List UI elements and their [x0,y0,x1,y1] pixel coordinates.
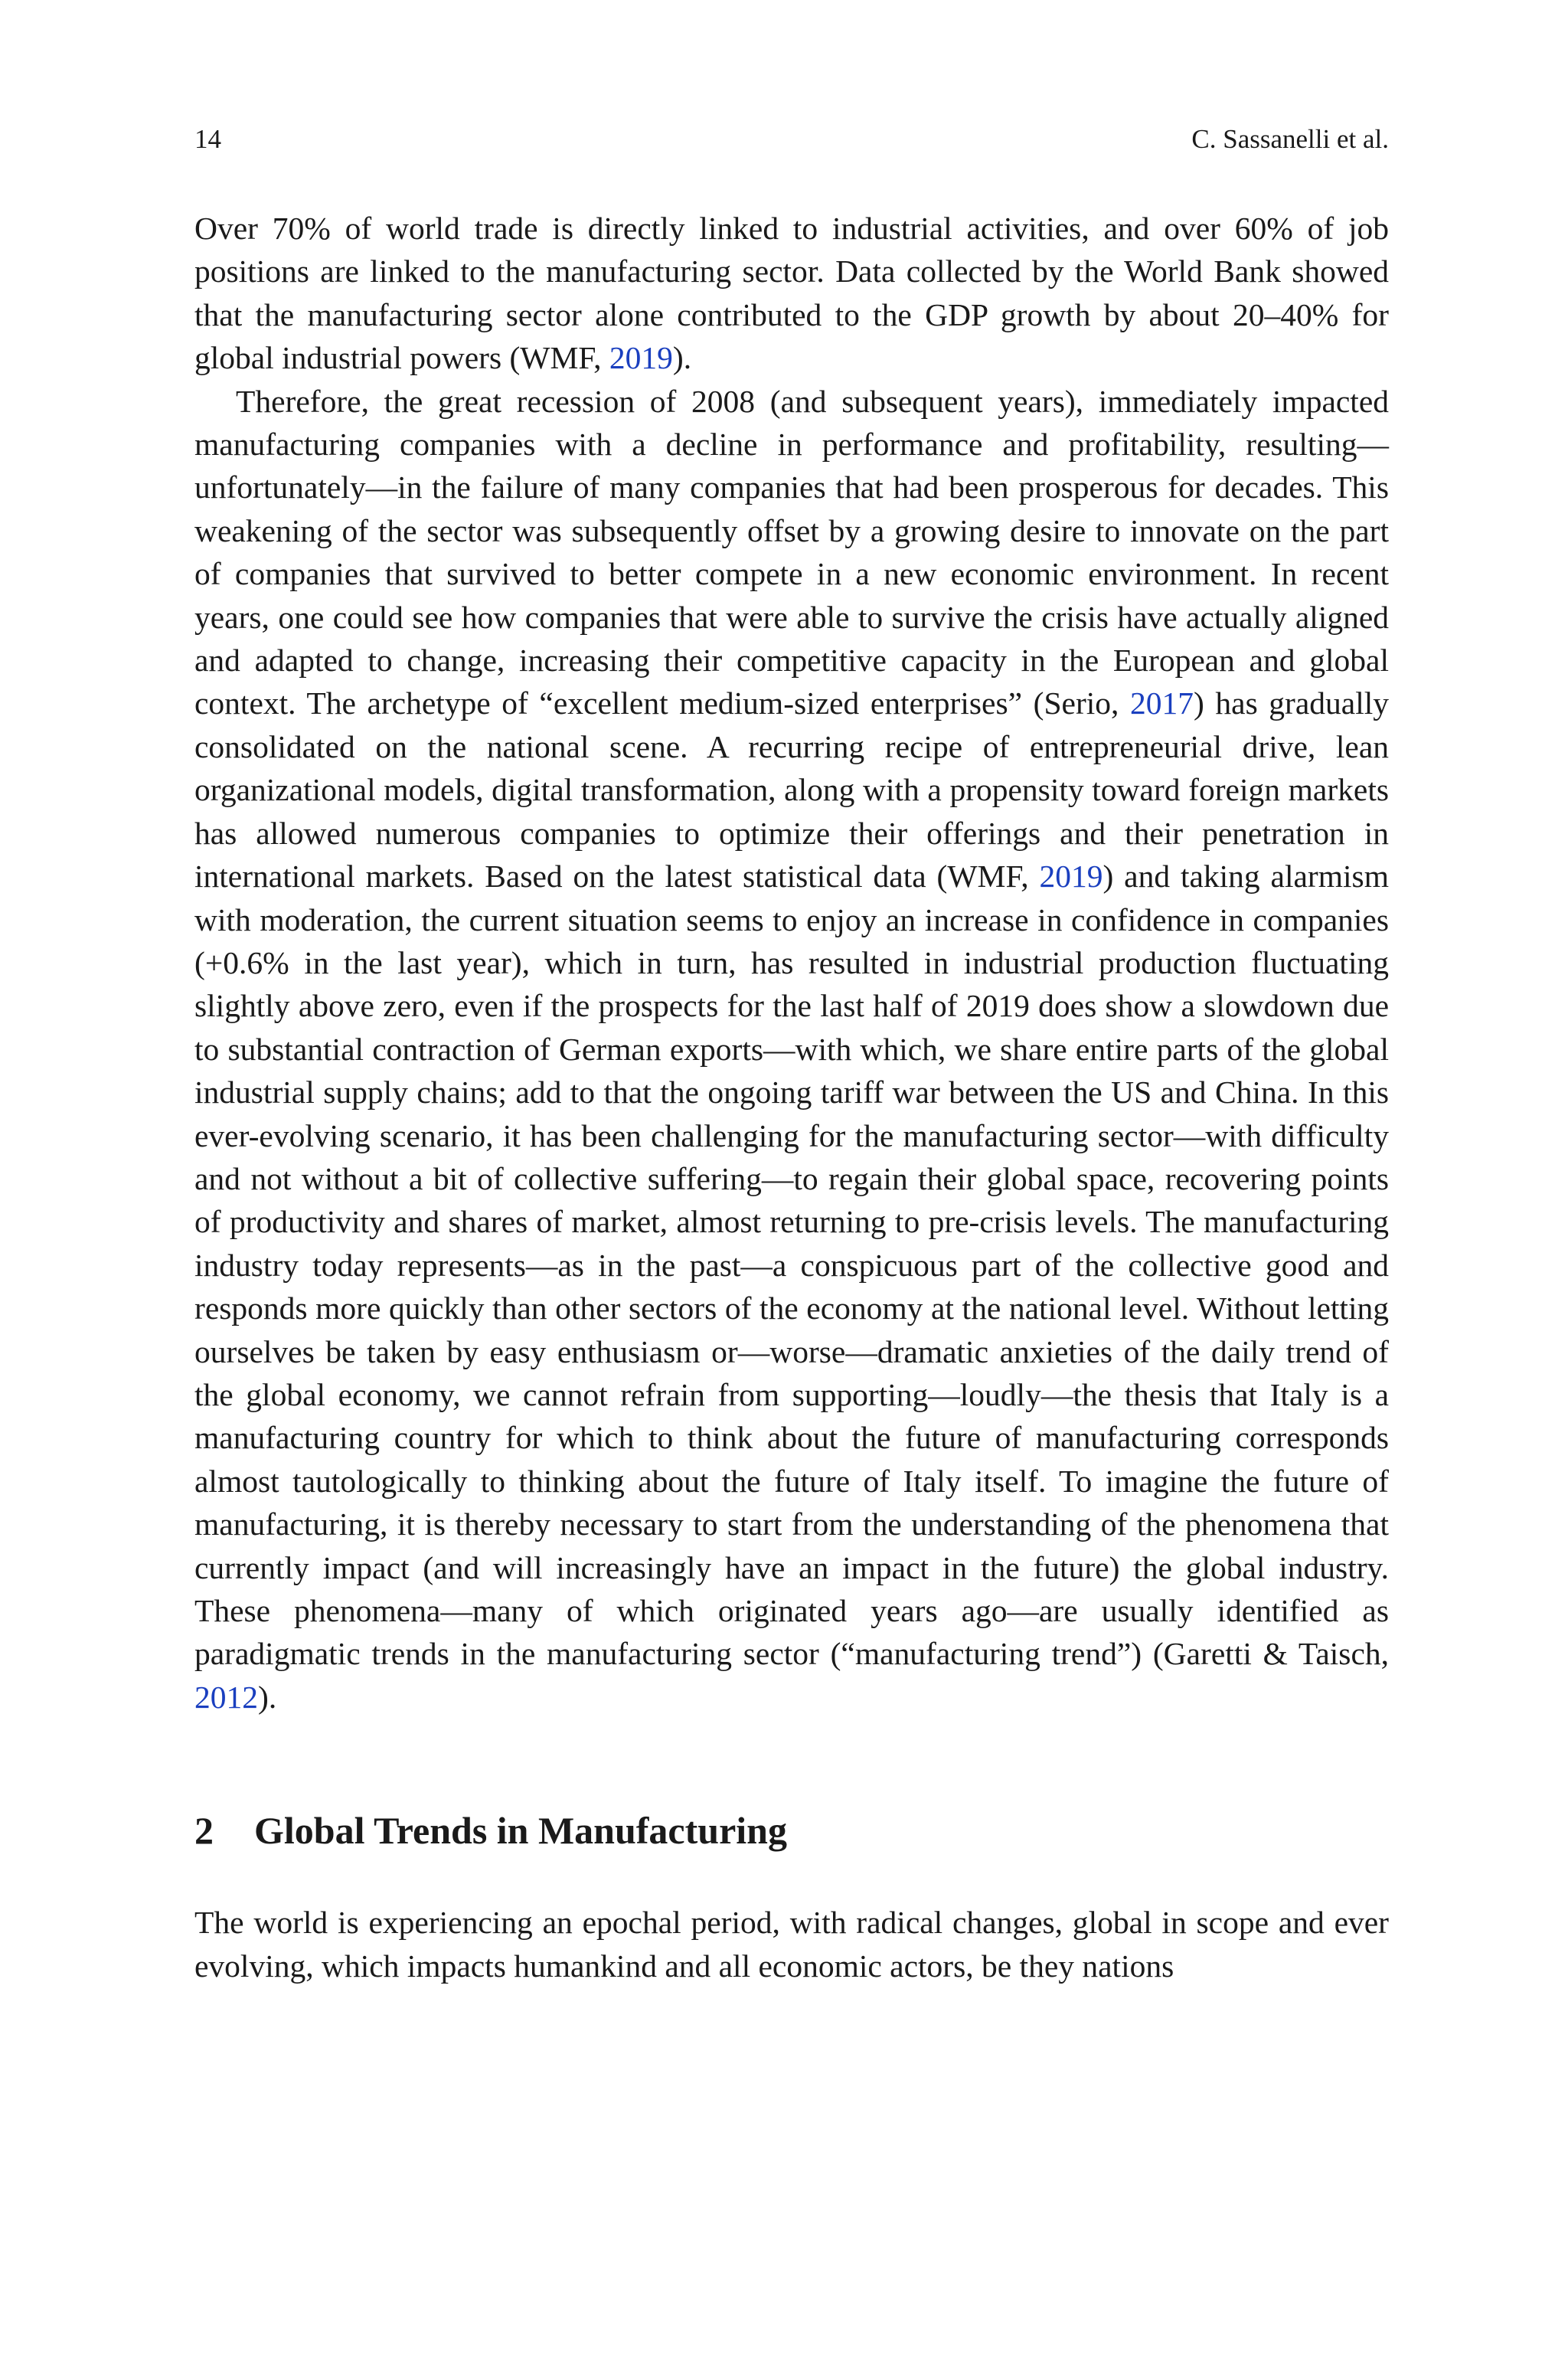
page [194,123,1389,1987]
paragraph-text: ) and taking alarmism with moderation, the current situation seems to enjoy an increase in confidence in companies (+0.6% in the last year), which in turn, has resulted in industrial production fluctuating slightly above zero, even if the prospects for the last half of 2019 does show a slowdown due to substantial contraction of German exports—with which, we share entire parts of the global industrial supply chains; add to that the ongoing tariff war between the US and China. In this ever-evolving scenario, it has been challenging for the manufacturing sector—with difficulty and not without a bit of collective suffering—to regain their global space, recovering points of productivity and shares of market, almost returning to pre-crisis levels. The manufacturing industry today represents—as in the past—a conspicuous part of the collective good and responds more quickly than other sectors of the economy at the national level. Without letting ourselves be taken by easy enthusiasm or—worse—dramatic anxieties of the daily trend of the global economy, we cannot refrain from supporting—loudly—the thesis that Italy is a manufacturing country for which to think about the future of manufacturing corresponds almost tautologically to thinking about the future of Italy itself. To imagine the future of manufacturing, it is thereby necessary to start from the understanding of the phenomena that currently impact (and will increasingly have an impact in the future) the global industry. These phenomena—many of which originated years ago—are usually identified as paradigmatic trends in the manufacturing sector (“manufacturing trend”) (Garetti & Taisch, [194,859,1389,1672]
paragraph-text: ). [258,1679,277,1715]
section-number: 2 [194,1809,214,1853]
citation-link-serio-2017[interactable]: 2017 [1130,685,1194,721]
section-title: Global Trends in Manufacturing [254,1809,787,1853]
paragraph-text: Over 70% of world trade is directly linked to industrial activities, and over 60% of job positions are linked to the manufacturing sector. Data collected by the World Bank showed that the manufacturing sector alone contributed to the GDP growth by about 20–40% for global industrial powers (WMF, [194,211,1389,376]
page-number: 14 [194,124,221,154]
running-head [194,123,1389,156]
section-heading [194,1806,1389,1855]
section-paragraph: The world is experiencing an epochal period, with radical changes, global in scope and ever evolving, which impacts humankind and all economic actors, be they nations [194,1905,1389,1984]
paragraph-text: ) has gradually consolidated on the national scene. A recurring recipe of entrepreneurial drive, lean organizational models, digital transformation, along with a propensity toward foreign markets has allowed numerous companies to optimize their offerings and their penetration in international markets. Based on the latest statistical data (WMF, [194,685,1390,895]
paragraph-text: Therefore, the great recession of 2008 (and subsequent years), immediately impacted manufacturing companies with a decline in performance and profitability, resulting—unfortunately—in the failure of many companies that had been prosperous for decades. This weakening of the sector was subsequently offset by a growing desire to innovate on the part of companies that survived to better compete in a new economic environment. In recent years, one could see how companies that were able to survive the crisis have actually aligned and adapted to change, increasing their competitive capacity in the European and global context. The archetype of “excellent medium-sized enterprises” (Serio, [194,383,1389,721]
paragraph-1 [194,207,1389,380]
citation-link-wmf-2019[interactable]: 2019 [1039,859,1103,895]
running-title: C. Sassanelli et al. [1191,124,1389,154]
citation-link-garetti-taisch-2012[interactable]: 2012 [194,1679,258,1715]
citation-link-wmf-2019[interactable]: 2019 [609,340,673,376]
paragraph-text: ). [672,340,692,376]
body-text [194,207,1389,1987]
paragraph-2 [194,380,1389,1719]
